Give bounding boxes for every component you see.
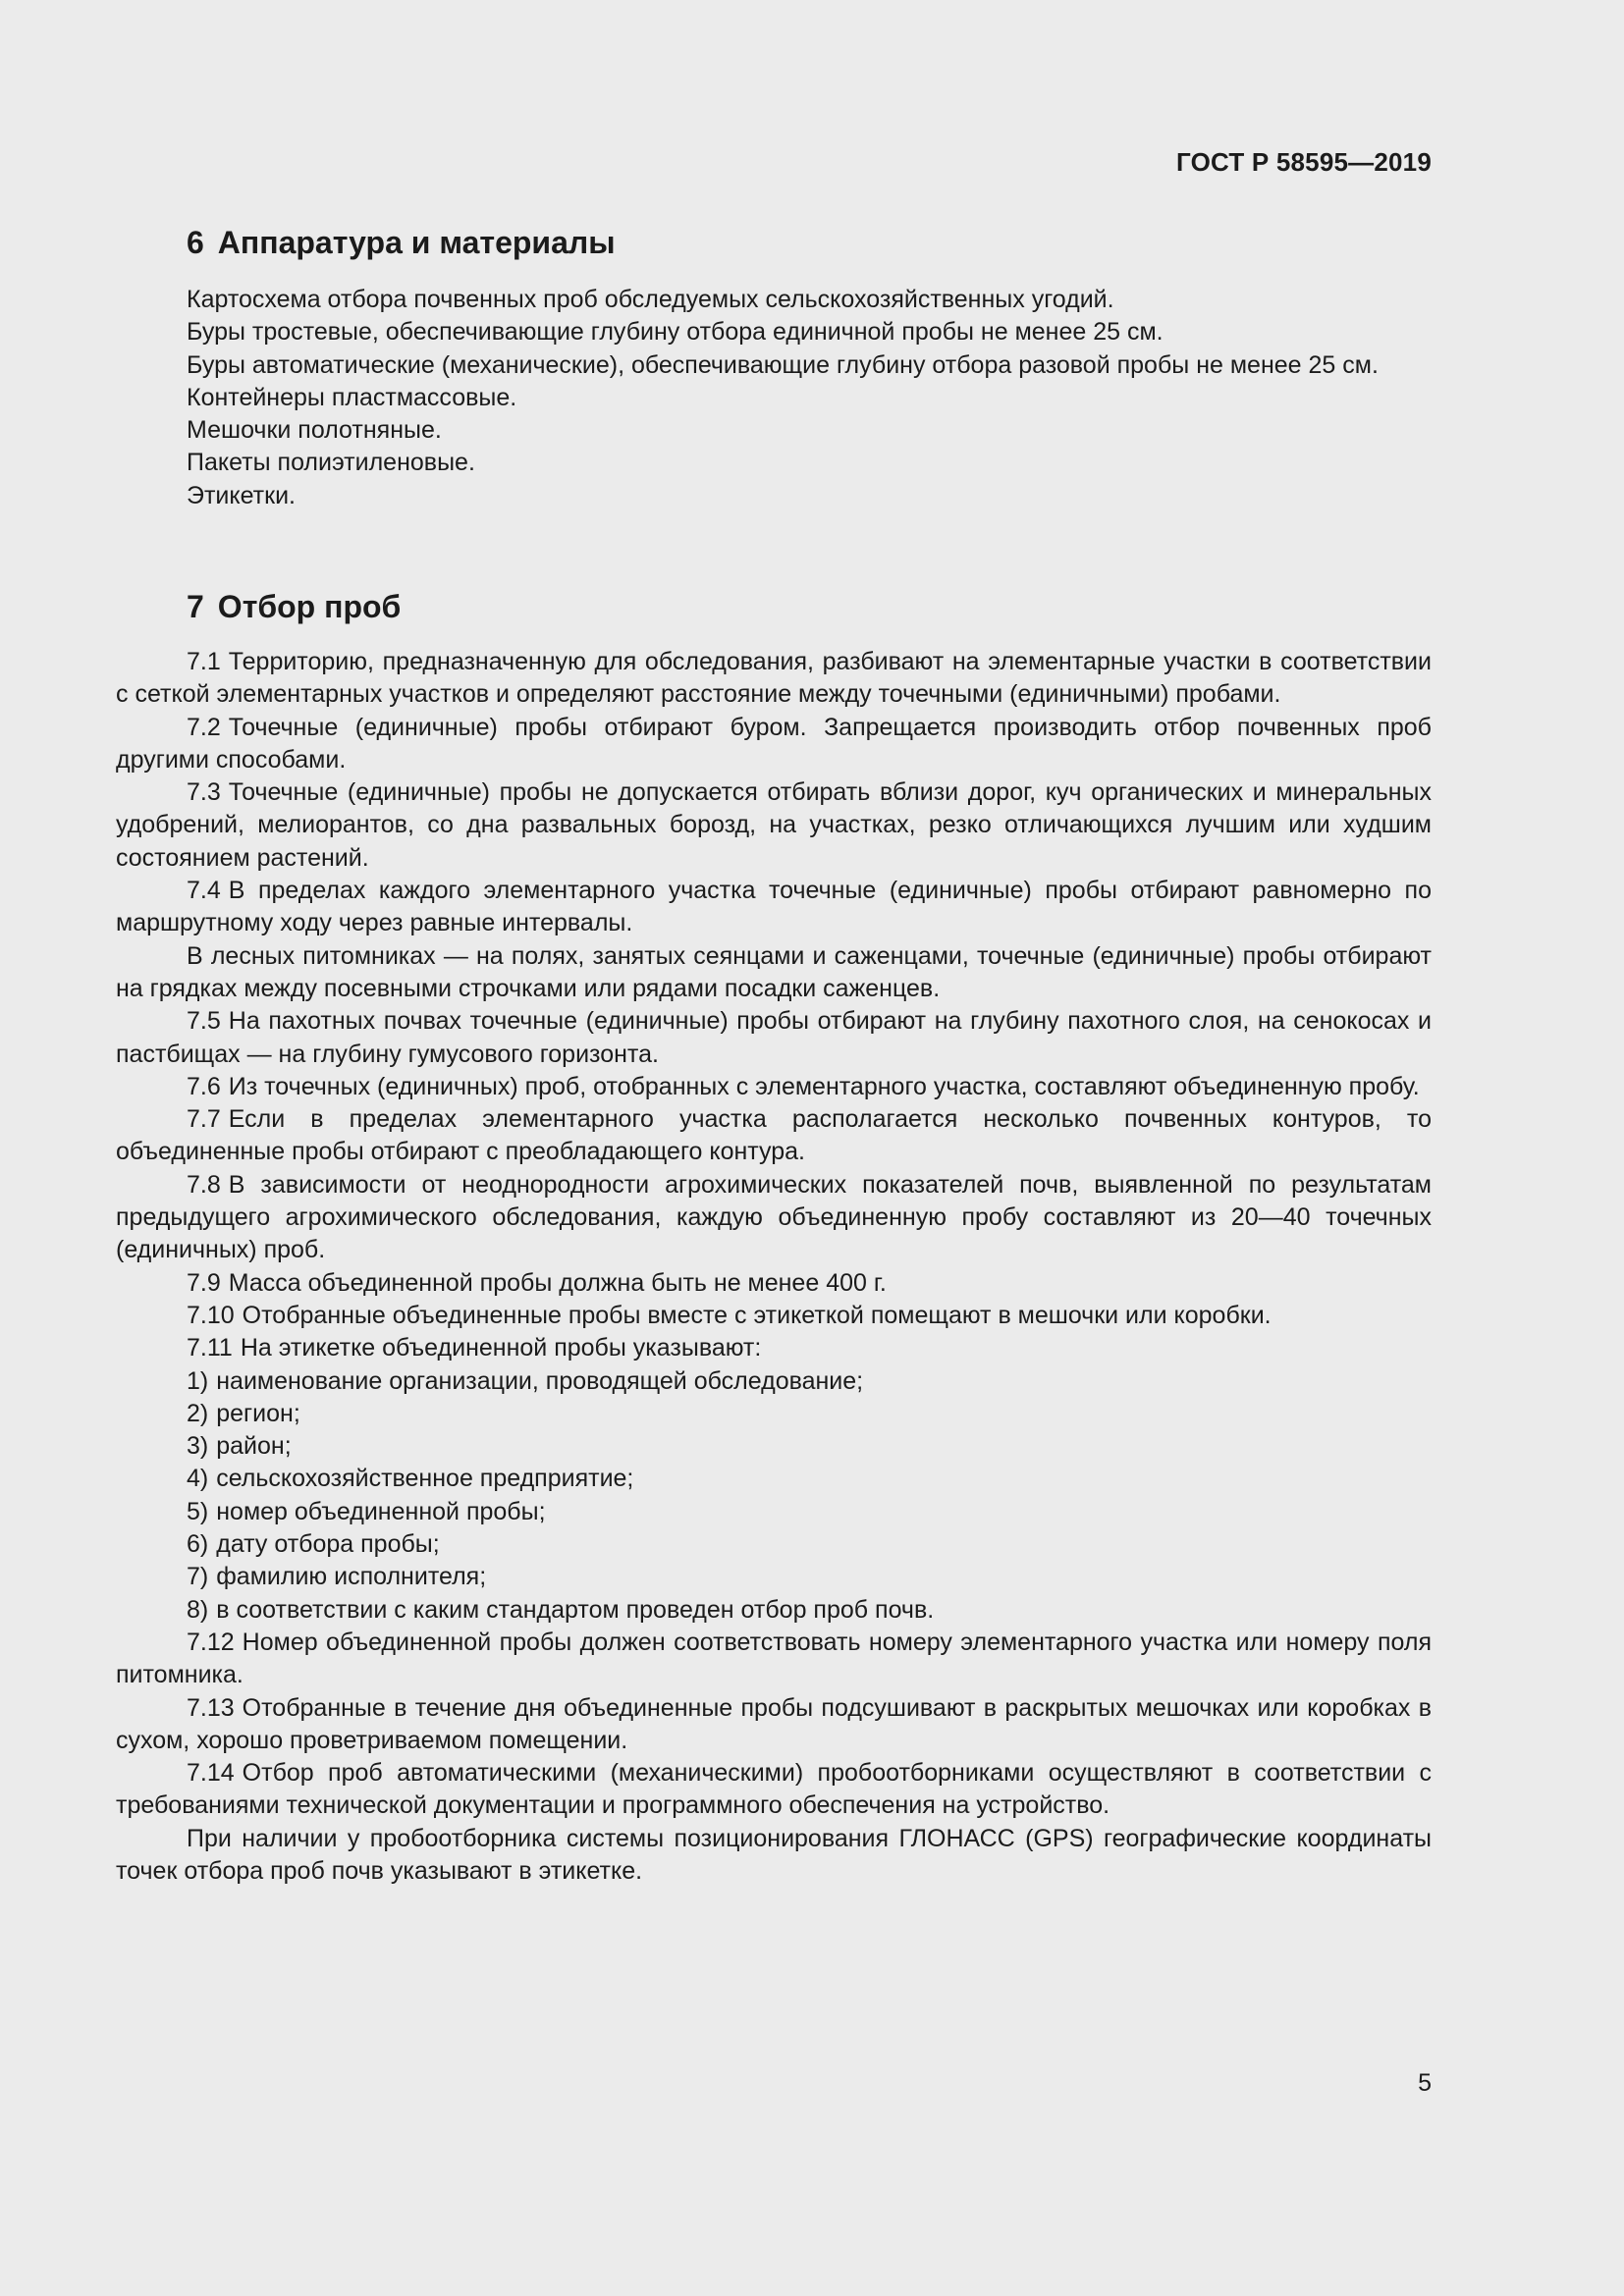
section-7-paragraph <box>116 1528 1432 1561</box>
section-6-paragraph: Пакеты полиэтиленовые. <box>187 449 475 477</box>
clause-text: фамилию исполнителя; <box>216 1563 487 1591</box>
clause-text: наименование организации, проводящей обследование; <box>216 1366 864 1395</box>
section-7-paragraph <box>116 1823 1432 1889</box>
clause-text: Номер объединенной пробы должен соответствовать номеру элементарного участка или номеру поля питомника. <box>116 1628 1432 1689</box>
clause-text: В зависимости от неоднородности агрохимических показателей почв, выявленной по результатам предыдущего агрохимического обследования, каждую объединенную пробу составляют из 20—40 точечных (единичных) проб. <box>116 1170 1432 1264</box>
section-7-paragraph <box>116 1496 1432 1528</box>
clause-number: 3) <box>187 1432 209 1461</box>
section-7-paragraph <box>116 1398 1432 1430</box>
clause-text: Из точечных (единичных) проб, отобранных с элементарного участка, составляют объединенную пробу. <box>228 1072 1420 1100</box>
section-6-paragraph: Буры тростевые, обеспечивающие глубину отбора единичной пробы не менее 25 см. <box>187 318 1164 347</box>
clause-text: В пределах каждого элементарного участка точечные (единичные) пробы отбирают равномерно по маршрутному ходу через равные интервалы. <box>116 877 1432 937</box>
clause-number: 7.9 <box>187 1268 221 1297</box>
section-7-number: 7 <box>187 589 204 624</box>
clause-number: 4) <box>187 1465 209 1493</box>
section-6-body <box>116 284 1432 512</box>
section-7-paragraph <box>116 1627 1432 1692</box>
clause-text: В лесных питомниках — на полях, занятых сеянцами и саженцами, точечные (единичные) пробы отбирают на грядках между посевными строчками или рядами посадки саженцев. <box>116 941 1432 1002</box>
clause-number: 7.10 <box>187 1301 235 1329</box>
section-7-paragraph <box>116 1365 1432 1398</box>
section-7-paragraph <box>116 1332 1432 1364</box>
document-code: ГОСТ Р 58595—2019 <box>1176 147 1432 177</box>
clause-text: номер объединенной пробы; <box>216 1497 546 1525</box>
clause-text: регион; <box>216 1399 300 1427</box>
section-6-paragraph: Мешочки полотняные. <box>187 416 442 445</box>
clause-text: Точечные (единичные) пробы не допускается отбирать вблизи дорог, куч органических и минеральных удобрений, мелиорантов, со дна развальных борозд, на участках, резко отличающихся лучшим или худшим состоянием растений. <box>116 778 1432 872</box>
clause-number: 7.2 <box>187 713 221 741</box>
clause-number: 7.6 <box>187 1072 221 1100</box>
clause-text: Территорию, предназначенную для обследования, разбивают на элементарные участки в соответствии с сеткой элементарных участков и определяют расстояние между точечными (единичными) пробами. <box>116 648 1432 709</box>
clause-number: 7.7 <box>187 1105 221 1134</box>
section-7-paragraph <box>116 712 1432 777</box>
clause-text: На пахотных почвах точечные (единичные) пробы отбирают на глубину пахотного слоя, на сенокосах и пастбищах — на глубину гумусового горизонта. <box>116 1007 1432 1068</box>
section-7-paragraph <box>116 1692 1432 1758</box>
clause-text: Отобранные в течение дня объединенные пробы подсушивают в раскрытых мешочках или коробках в сухом, хорошо проветриваемом помещении. <box>116 1693 1432 1754</box>
section-7-paragraph <box>116 1300 1432 1332</box>
clause-text: Отбор проб автоматическими (механическими) пробоотборниками осуществляют в соответствии с требованиями технической документации и программного обеспечения на устройство. <box>116 1759 1432 1820</box>
section-7-paragraph <box>116 940 1432 1006</box>
section-6-number: 6 <box>187 225 204 260</box>
clause-text: Отобранные объединенные пробы вместе с этикеткой помещают в мешочки или коробки. <box>242 1301 1272 1329</box>
section-7-paragraph <box>116 1267 1432 1300</box>
section-6-paragraph: Этикетки. <box>187 481 296 509</box>
section-7-paragraph <box>116 1103 1432 1169</box>
clause-text: дату отбора пробы; <box>216 1530 440 1559</box>
clause-number: 6) <box>187 1530 209 1559</box>
section-7-paragraph <box>116 1430 1432 1463</box>
section-6-paragraph: Картосхема отбора почвенных проб обследуемых сельскохозяйственных угодий. <box>187 286 1114 313</box>
section-7-paragraph <box>116 1071 1432 1103</box>
clause-number: 7.12 <box>187 1628 235 1656</box>
section-7-paragraph <box>116 1169 1432 1267</box>
clause-text: сельскохозяйственное предприятие; <box>216 1465 634 1493</box>
section-7-paragraph <box>116 1594 1432 1627</box>
section-7-title: Отбор проб <box>217 589 402 624</box>
section-7-body <box>116 646 1432 1888</box>
clause-number: 7.11 <box>187 1334 233 1362</box>
section-7-paragraph <box>116 875 1432 940</box>
clause-text: На этикетке объединенной пробы указывают: <box>240 1334 762 1362</box>
section-6-paragraph: Буры автоматические (механические), обеспечивающие глубину отбора разовой пробы не менее 25 см. <box>187 350 1379 379</box>
clause-number: 2) <box>187 1399 209 1427</box>
clause-number: 7.8 <box>187 1170 221 1199</box>
section-7-paragraph <box>116 646 1432 712</box>
clause-text: Масса объединенной пробы должна быть не менее 400 г. <box>228 1268 887 1297</box>
clause-number: 7.5 <box>187 1007 221 1036</box>
clause-number: 7.13 <box>187 1693 235 1722</box>
clause-number: 7.14 <box>187 1759 235 1788</box>
section-7-paragraph <box>116 1757 1432 1823</box>
clause-text: Точечные (единичные) пробы отбирают буром. Запрещается производить отбор почвенных проб другими способами. <box>116 713 1432 774</box>
clause-text: район; <box>216 1432 292 1461</box>
section-7-heading <box>116 589 401 625</box>
section-7-paragraph <box>116 776 1432 875</box>
section-7-paragraph <box>116 1561 1432 1593</box>
clause-number: 7.1 <box>187 648 221 675</box>
section-6-paragraph: Контейнеры пластмассовые. <box>187 383 517 411</box>
clause-text: При наличии у пробоотборника системы позиционирования ГЛОНАСС (GPS) географические координаты точек отбора проб почв указывают в этикетке. <box>116 1824 1432 1885</box>
section-7-paragraph <box>116 1005 1432 1071</box>
clause-text: в соответствии с каким стандартом проведен отбор проб почв. <box>216 1595 935 1624</box>
clause-number: 5) <box>187 1497 209 1525</box>
clause-number: 7.4 <box>187 877 221 905</box>
clause-number: 7.3 <box>187 778 221 807</box>
page-number: 5 <box>1418 2069 1432 2097</box>
section-6-title: Аппаратура и материалы <box>217 225 616 260</box>
clause-number: 8) <box>187 1595 209 1624</box>
section-7-paragraph <box>116 1463 1432 1495</box>
section-6-heading <box>116 225 616 261</box>
clause-text: Если в пределах элементарного участка располагается несколько почвенных контуров, то объединенные пробы отбирают с преобладающего контура. <box>116 1105 1432 1166</box>
clause-number: 1) <box>187 1366 209 1395</box>
clause-number: 7) <box>187 1563 209 1591</box>
